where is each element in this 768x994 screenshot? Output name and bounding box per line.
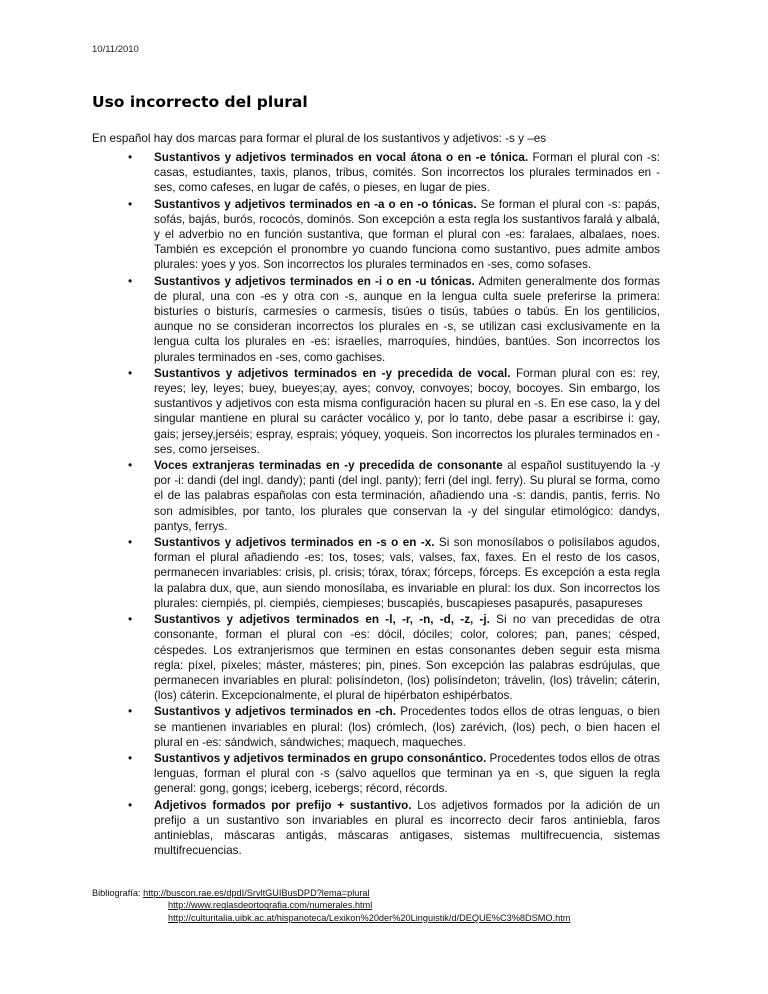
rule-text: Forman plural con es: rey, reyes; ley, leyes; buey, bueyes;ay, ayes; convoy, convoyes; bocoy, bocoyes. Sin embargo, los sustantivos y adjetivos con esta misma configuración hacen su plural en -s. En ese caso, la y del singular mantiene en plural su carácter vocálico y, por lo tanto, debe pasar a escribirse i: gay, gais; jersey,jerséis; espray, esprais; yóquey, yoqueis. Son incorrectos los plurales terminados en -ses, como jerseises. bbox=[154, 366, 660, 456]
rule-heading: Sustantivos y adjetivos terminados en -ch. bbox=[154, 705, 397, 719]
bullet-icon: • bbox=[128, 797, 133, 812]
bullet-icon: • bbox=[128, 458, 133, 473]
rule-text: al español sustituyendo la -y por -i: dandi (del ingl. dandy); panti (del ingl. panty); ferri (del ingl. ferry). Su plural se forma, como el de las palabras españolas con esta terminación, añadiendo una -s: dandis, pantis, ferris. No son admisibles, por tanto, los plurales que conservan la -y del singular etimológico: dandys, pantys, ferrys. bbox=[154, 459, 660, 533]
bullet-icon: • bbox=[128, 150, 133, 164]
rule-heading: Sustantivos y adjetivos terminados en -i o en -u tónicas. bbox=[154, 274, 475, 288]
rule-heading: Sustantivos y adjetivos terminados en vocal átona o en -e tónica. bbox=[154, 151, 529, 164]
bullet-icon: • bbox=[128, 273, 133, 288]
list-item bbox=[128, 751, 660, 797]
rule-text: Los adjetivos formados por la adición de un prefijo a un sustantivo son invariables en plural es incorrecto decir faros antiniebla, faros antinieblas, máscaras antigás, máscaras antigases, sistemas multifrecuencia, sistemas multifrecuencias. bbox=[154, 798, 660, 858]
bibliography-link-reglas[interactable]: http://www.reglasdeortografia.com/numerales.html bbox=[168, 900, 373, 911]
rule-heading: Adjetivos formados por prefijo + sustantivo. bbox=[154, 798, 412, 812]
rule-heading: Voces extranjeras terminadas en -y precedida de consonante bbox=[154, 459, 503, 473]
list-item bbox=[128, 197, 660, 273]
list-item bbox=[128, 704, 660, 750]
intro-paragraph: En español hay dos marcas para formar el plural de los sustantivos y adjetivos: -s y –es bbox=[92, 132, 547, 145]
list-item bbox=[128, 274, 660, 365]
list-item bbox=[128, 535, 660, 611]
rule-text: Forman el plural con -s: casas, estudiantes, taxis, planos, tribus, comités. Son incorrectos los plurales terminados en -ses, como cafeses, en lugar de cafés, o pieses, en lugar de pies. bbox=[154, 151, 660, 195]
bibliography-link-culturitalia[interactable]: http://culturitalia.uibk.ac.at/hispanoteca/Lexikon%20der%20Linguistik/d/DEQUE%C3%8DSMO.htm bbox=[168, 912, 571, 923]
rule-text: Se forman el plural con -s: papás, sofás, bajás, burós, rococós, dominós. Son excepción a esta regla los sustantivos faralá y albalá, y el adverbio no en función sustantiva, que forman el plural con -es: faralaes, albalaes, noes. También es excepción el pronombre yo cuando funciona como sustantivo, pues admite ambos plurales: yoes y yos. Son incorrectos los plurales terminados en -ses, como sofases. bbox=[154, 197, 660, 272]
list-item bbox=[128, 458, 660, 534]
rule-text: Procedentes todos ellos de otras lenguas, o bien se mantienen invariables en plural: (los) crómlech, (los) zarévich, (los) pech, o bien hacen el plural en -es: sándwich, sándwiches; maquech, maqueches. bbox=[154, 705, 661, 749]
rule-heading: Sustantivos y adjetivos terminados en -y precedida de vocal. bbox=[154, 366, 511, 380]
list-item bbox=[128, 150, 660, 196]
rule-heading: Sustantivos y adjetivos terminados en -a o en -o tónicas. bbox=[154, 197, 477, 211]
bullet-icon: • bbox=[128, 704, 133, 719]
bibliography bbox=[92, 887, 672, 924]
list-item bbox=[128, 612, 660, 703]
bibliography-link-rae[interactable]: http://buscon.rae.es/dpdI/SrvltGUIBusDPD?lema=plural bbox=[143, 888, 370, 898]
document-title: Uso incorrecto del plural bbox=[92, 93, 308, 111]
bullet-icon: • bbox=[128, 612, 133, 627]
rule-text: Admiten generalmente dos formas de plural, una con -es y otra con -s, aunque en la lengua culta suele preferirse la primera: bisturíes o bisturís, carmesíes o carmesís, tisúes o tisús, tabúes o tabús. En los gentilicios, aunque no se consideran incorrectos los plurales en -s, se utilizan casi exclusivamente en la lengua culta los plurales en -es: israelíes, marroquíes, hindúes, bantúes. Son incorrectos los plurales terminados en -ses, como gachises. bbox=[154, 274, 660, 364]
bibliography-label: Bibliografía: bbox=[92, 888, 144, 898]
rule-heading: Sustantivos y adjetivos terminados en -l, -r, -n, -d, -z, -j. bbox=[154, 613, 490, 627]
list-item bbox=[128, 798, 660, 859]
list-item bbox=[128, 366, 660, 457]
bullet-icon: • bbox=[128, 535, 133, 550]
rule-text: Si no van precedidas de otra consonante, forman el plural con -es: dócil, dóciles; color, colores; pan, panes; césped, céspedes. Los extranjerismos que terminen en estas consonantes deben seguir esta misma regla: píxel, píxeles; máster, másteres; pin, pines. Son excepción las palabras esdrújulas, que permanecen invariables en plural: polisíndeton, (los) polisíndeton; trávelin, (los) trávelin; cáterin, (los) cáterin. Excepcionalmente, el plural de hipérbaton eshipérbatos. bbox=[154, 613, 660, 703]
rule-text: Procedentes todos ellos de otras lenguas, forman el plural con -s (salvo aquellos que terminan ya en -s, que siguen la regla general: gong, gongs; iceberg, icebergs; récord, récords. bbox=[154, 751, 660, 796]
document-date: 10/11/2010 bbox=[92, 44, 139, 55]
rule-heading: Sustantivos y adjetivos terminados en -s o en -x. bbox=[154, 536, 435, 550]
bullet-icon: • bbox=[128, 365, 133, 380]
plural-rules-list bbox=[128, 150, 660, 859]
bullet-icon: • bbox=[128, 750, 133, 765]
rule-heading: Sustantivos y adjetivos terminados en grupo consonántico. bbox=[154, 751, 487, 765]
rule-text: Si son monosílabos o polisílabos agudos, forman el plural añadiendo -es: tos, toses; vals, valses, fax, faxes. En el resto de los casos, permanecen invariables: crisis, pl. crisis; tórax, tórax; fórceps, fórceps. Es excepción a esta regla la palabra dux, que, aun siendo monosílaba, es invariable en plural: los dux. Son incorrectos los plurales: ciempiés, pl. ciempiés, ciempieses; buscapiés, buscapieses pasapurés, pasapureses bbox=[154, 536, 660, 610]
bullet-icon: • bbox=[128, 196, 133, 211]
